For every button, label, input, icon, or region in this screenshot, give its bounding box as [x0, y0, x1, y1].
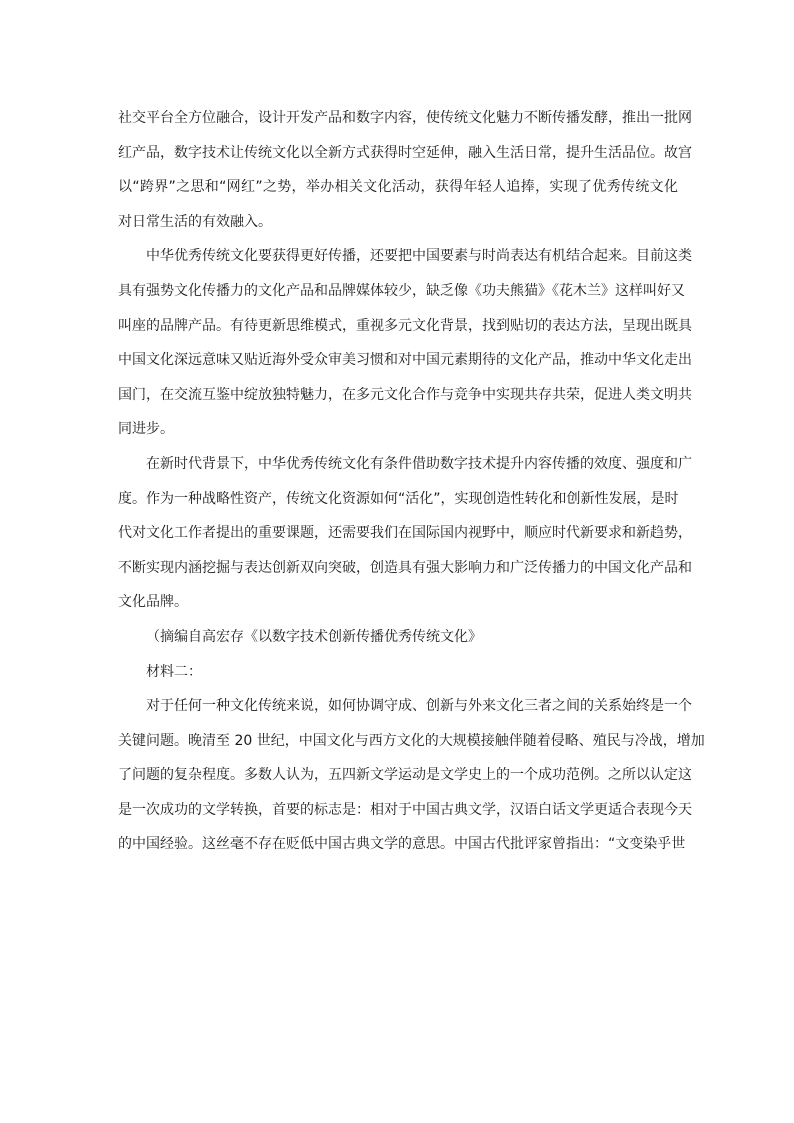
text-line: 对日常生活的有效融入。 — [118, 213, 272, 230]
paragraph-1 — [118, 101, 692, 239]
paragraph-2 — [118, 239, 692, 447]
text-line: 以“跨界”之思和“网红”之势，举办相关文化活动，获得年轻人追捧，实现了优秀传统文化 — [118, 179, 678, 196]
text-line: 材料二： — [146, 663, 202, 680]
text-line: 具有强势文化传播力的文化产品和品牌媒体较少，缺乏像《功夫熊猫》《花木兰》这样叫好又 — [118, 282, 685, 299]
section-heading — [118, 655, 678, 690]
text-line: 中国文化深远意味又贴近海外受众审美习惯和对中国元素期待的文化产品，推动中华文化走出 — [118, 352, 692, 369]
text-line: 关键问题。晚清至 20 世纪，中国文化与西方文化的大规模接触伴随着侵略、殖民与冷战，增加 — [118, 732, 705, 749]
text-line: 的中国经验。这丝毫不存在贬低中国古典文学的意思。中国古代批评家曾指出：“文变染乎世 — [118, 836, 686, 853]
document-page — [118, 101, 705, 862]
paragraph-3 — [118, 447, 692, 620]
text-line: 不断实现内涵挖掘与表达创新双向突破，创造具有强大影响力和广泛传播力的中国文化产品和 — [118, 559, 692, 576]
text-line: （摘编自高宏存《以数字技术创新传播优秀传统文化》 — [146, 628, 482, 645]
text-line: 国门，在交流互鉴中绽放独特魅力，在多元文化合作与竞争中实现共存共荣，促进人类文明共 — [118, 386, 692, 403]
text-line: 文化品牌。 — [118, 594, 188, 611]
text-line: 同进步。 — [118, 421, 174, 438]
text-line: 是一次成功的文学转换，首要的标志是：相对于中国古典文学，汉语白话文学更适合表现今天 — [118, 801, 692, 818]
text-line: 对于任何一种文化传统来说，如何协调守成、创新与外来文化三者之间的关系始终是一个 — [146, 698, 692, 715]
text-line: 社交平台全方位融合，设计开发产品和数字内容，使传统文化魅力不断传播发酵，推出一批网 — [118, 110, 692, 126]
text-line: 叫座的品牌产品。有待更新思维模式，重视多元文化背景，找到贴切的表达方法，呈现出既具 — [118, 317, 692, 334]
paragraph-4 — [118, 689, 705, 862]
text-line: 了问题的复杂程度。多数人认为，五四新文学运动是文学史上的一个成功范例。之所以认定这 — [118, 767, 692, 784]
text-line: 度。作为一种战略性资产，传统文化资源如何“活化”，实现创造性转化和创新性发展，是时 — [118, 490, 679, 507]
source-citation — [118, 620, 678, 655]
text-line: 红产品，数字技术让传统文化以全新方式获得时空延伸，融入生活日常，提升生活品位。故宫 — [118, 144, 692, 161]
text-line: 在新时代背景下，中华优秀传统文化有条件借助数字技术提升内容传播的效度、强度和广 — [146, 455, 692, 472]
text-line: 中华优秀传统文化要获得更好传播，还要把中国要素与时尚表达有机结合起来。目前这类 — [146, 248, 692, 265]
text-line: 代对文化工作者提出的重要课题，还需要我们在国际国内视野中，顺应时代新要求和新趋势， — [118, 525, 692, 542]
